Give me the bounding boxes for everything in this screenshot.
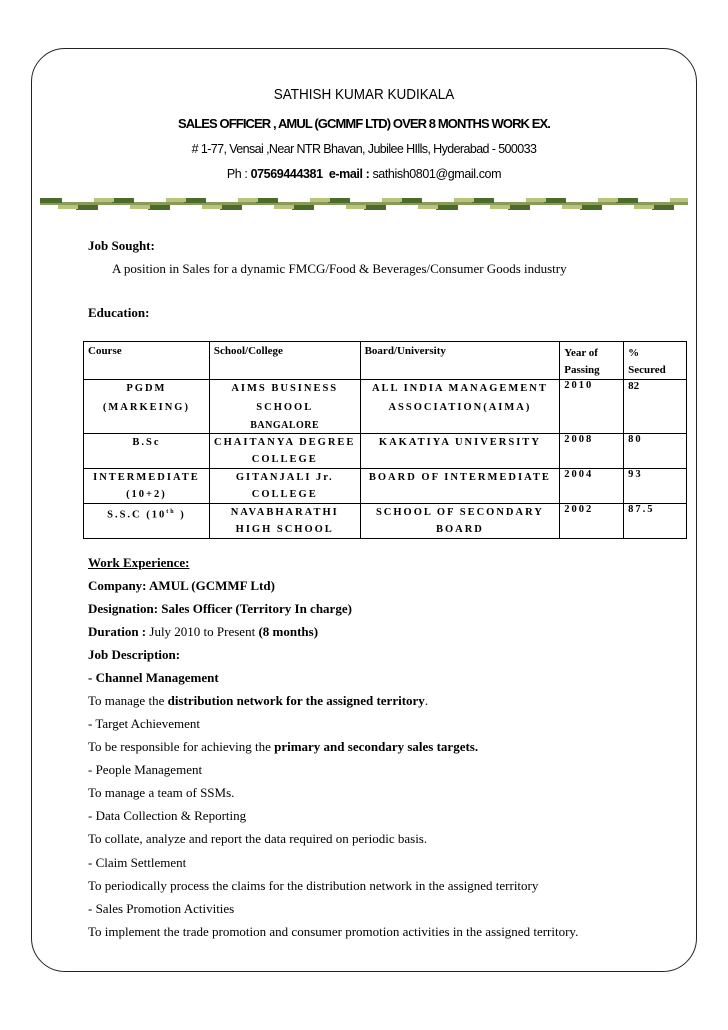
header-percent <box>624 342 687 380</box>
school-cell <box>209 380 360 434</box>
duration-label: Duration : <box>88 624 147 639</box>
duty-text-part: To manage the <box>88 693 168 708</box>
duty-people-heading: - People Management <box>88 762 203 777</box>
percent-cell: 82 <box>624 380 687 434</box>
board-cell <box>360 434 560 469</box>
board-line: KAKATIYA UNIVERSITY <box>378 437 541 448</box>
table-row <box>84 380 687 434</box>
header-year <box>560 342 624 380</box>
school-cell <box>209 504 360 539</box>
school-line: CHAITANYA DEGREE <box>214 437 356 448</box>
education-heading: Education: <box>88 305 150 320</box>
course-text-end: ) <box>175 509 186 521</box>
course-cell <box>84 434 210 469</box>
school-line: NAVABHARATHI <box>230 507 339 518</box>
designation-line: Designation: Sales Officer (Territory In charge) <box>88 601 352 616</box>
school-cell <box>209 469 360 504</box>
header-board: Board/University <box>360 342 560 380</box>
duty-channel-text <box>88 693 428 709</box>
job-sought-text: A position in Sales for a dynamic FMCG/Food & Beverages/Consumer Goods industry <box>112 261 567 276</box>
table-row <box>84 469 687 504</box>
header-percent-line1: % <box>628 347 640 359</box>
duty-claim-heading: - Claim Settlement <box>88 855 187 870</box>
contact-line <box>0 167 728 181</box>
year-cell: 2002 <box>560 504 624 539</box>
job-description-heading: Job Description: <box>88 647 181 662</box>
duration-months: (8 months) <box>258 624 319 639</box>
company-line: Company: AMUL (GCMMF Ltd) <box>88 578 275 593</box>
duty-text-bold: distribution network for the assigned territory <box>167 693 425 708</box>
duty-promo-text: To implement the trade promotion and consumer promotion activities in the assigned territory. <box>88 924 579 939</box>
board-cell <box>360 380 560 434</box>
header-school: School/College <box>209 342 360 380</box>
duration-value: July 2010 to Present <box>146 624 259 639</box>
school-line: COLLEGE <box>251 454 318 465</box>
header-course: Course <box>84 342 210 380</box>
year-cell: 2008 <box>560 434 624 469</box>
school-line: HIGH SCHOOL <box>235 524 334 535</box>
candidate-subtitle: SALES OFFICER , AMUL (GCMMF LTD) OVER 8 MONTHS WORK EX. <box>177 116 551 131</box>
duty-promo-heading: - Sales Promotion Activities <box>88 901 235 916</box>
header-divider <box>40 194 688 210</box>
school-line: AIMS BUSINESS <box>231 383 339 394</box>
duty-people-text: To manage a team of SSMs. <box>88 785 235 800</box>
email-label: e-mail : <box>328 167 370 181</box>
school-line: COLLEGE <box>251 489 318 500</box>
phone-number: 07569444381 <box>250 167 323 181</box>
work-heading: Work Experience: <box>88 555 190 570</box>
duty-channel-heading: - Channel Management <box>88 670 219 685</box>
board-line: ASSOCIATION(AIMA) <box>388 402 532 413</box>
school-line: SCHOOL <box>256 402 314 413</box>
header-year-line2: Passing <box>564 364 600 376</box>
board-line: SCHOOL OF SECONDARY <box>375 507 544 518</box>
duty-text-part: To be responsible for achieving the <box>88 739 275 754</box>
percent-cell: 80 <box>624 434 687 469</box>
duration-line <box>88 624 318 640</box>
header-year-line1: Year of <box>564 347 598 359</box>
duty-text-bold: primary and secondary sales targets. <box>274 739 479 754</box>
header-percent-line2: Secured <box>628 364 666 376</box>
board-cell <box>360 469 560 504</box>
course-line: B.Sc <box>132 437 161 448</box>
duty-claim-text: To periodically process the claims for the distribution network in the assigned territory <box>88 878 539 893</box>
school-cell <box>209 434 360 469</box>
duty-target-heading: - Target Achievement <box>88 716 200 731</box>
candidate-address: # 1-77, Vensai ,Near NTR Bhavan, Jubilee HIlls, Hyderabad - 500033 <box>191 142 537 156</box>
duty-data-text: To collate, analyze and report the data required on periodic basis. <box>88 831 428 846</box>
course-text: S.S.C (10 <box>107 509 167 521</box>
table-row <box>84 504 687 539</box>
course-line <box>84 504 209 524</box>
course-cell <box>84 469 210 504</box>
duty-text-part: . <box>424 693 429 708</box>
board-line: ALL INDIA MANAGEMENT <box>371 383 548 394</box>
job-sought-heading: Job Sought: <box>88 238 155 253</box>
duty-target-text <box>88 739 478 755</box>
course-line: INTERMEDIATE <box>93 472 200 483</box>
duty-data-heading: - Data Collection & Reporting <box>88 808 247 823</box>
course-cell <box>84 504 210 539</box>
email-address: sathish0801@gmail.com <box>372 167 502 181</box>
table-header-row <box>84 342 687 380</box>
course-superscript: th <box>166 509 176 515</box>
year-cell: 2004 <box>560 469 624 504</box>
course-line: (10+2) <box>126 489 167 500</box>
school-line: BANGALORE <box>250 420 320 431</box>
percent-cell: 87.5 <box>624 504 687 539</box>
board-cell <box>360 504 560 539</box>
phone-label: Ph : <box>226 167 248 181</box>
percent-cell: 93 <box>624 469 687 504</box>
table-row <box>84 434 687 469</box>
board-line: BOARD OF INTERMEDIATE <box>368 472 551 483</box>
education-table <box>83 341 687 539</box>
year-cell: 2010 <box>560 380 624 434</box>
course-line: (MARKEING) <box>102 402 190 413</box>
course-line: PGDM <box>126 383 167 394</box>
candidate-name: SATHISH KUMAR KUDIKALA <box>273 86 455 103</box>
school-line: GITANJALI Jr. <box>235 472 334 483</box>
board-line: BOARD <box>435 524 484 535</box>
course-cell <box>84 380 210 434</box>
